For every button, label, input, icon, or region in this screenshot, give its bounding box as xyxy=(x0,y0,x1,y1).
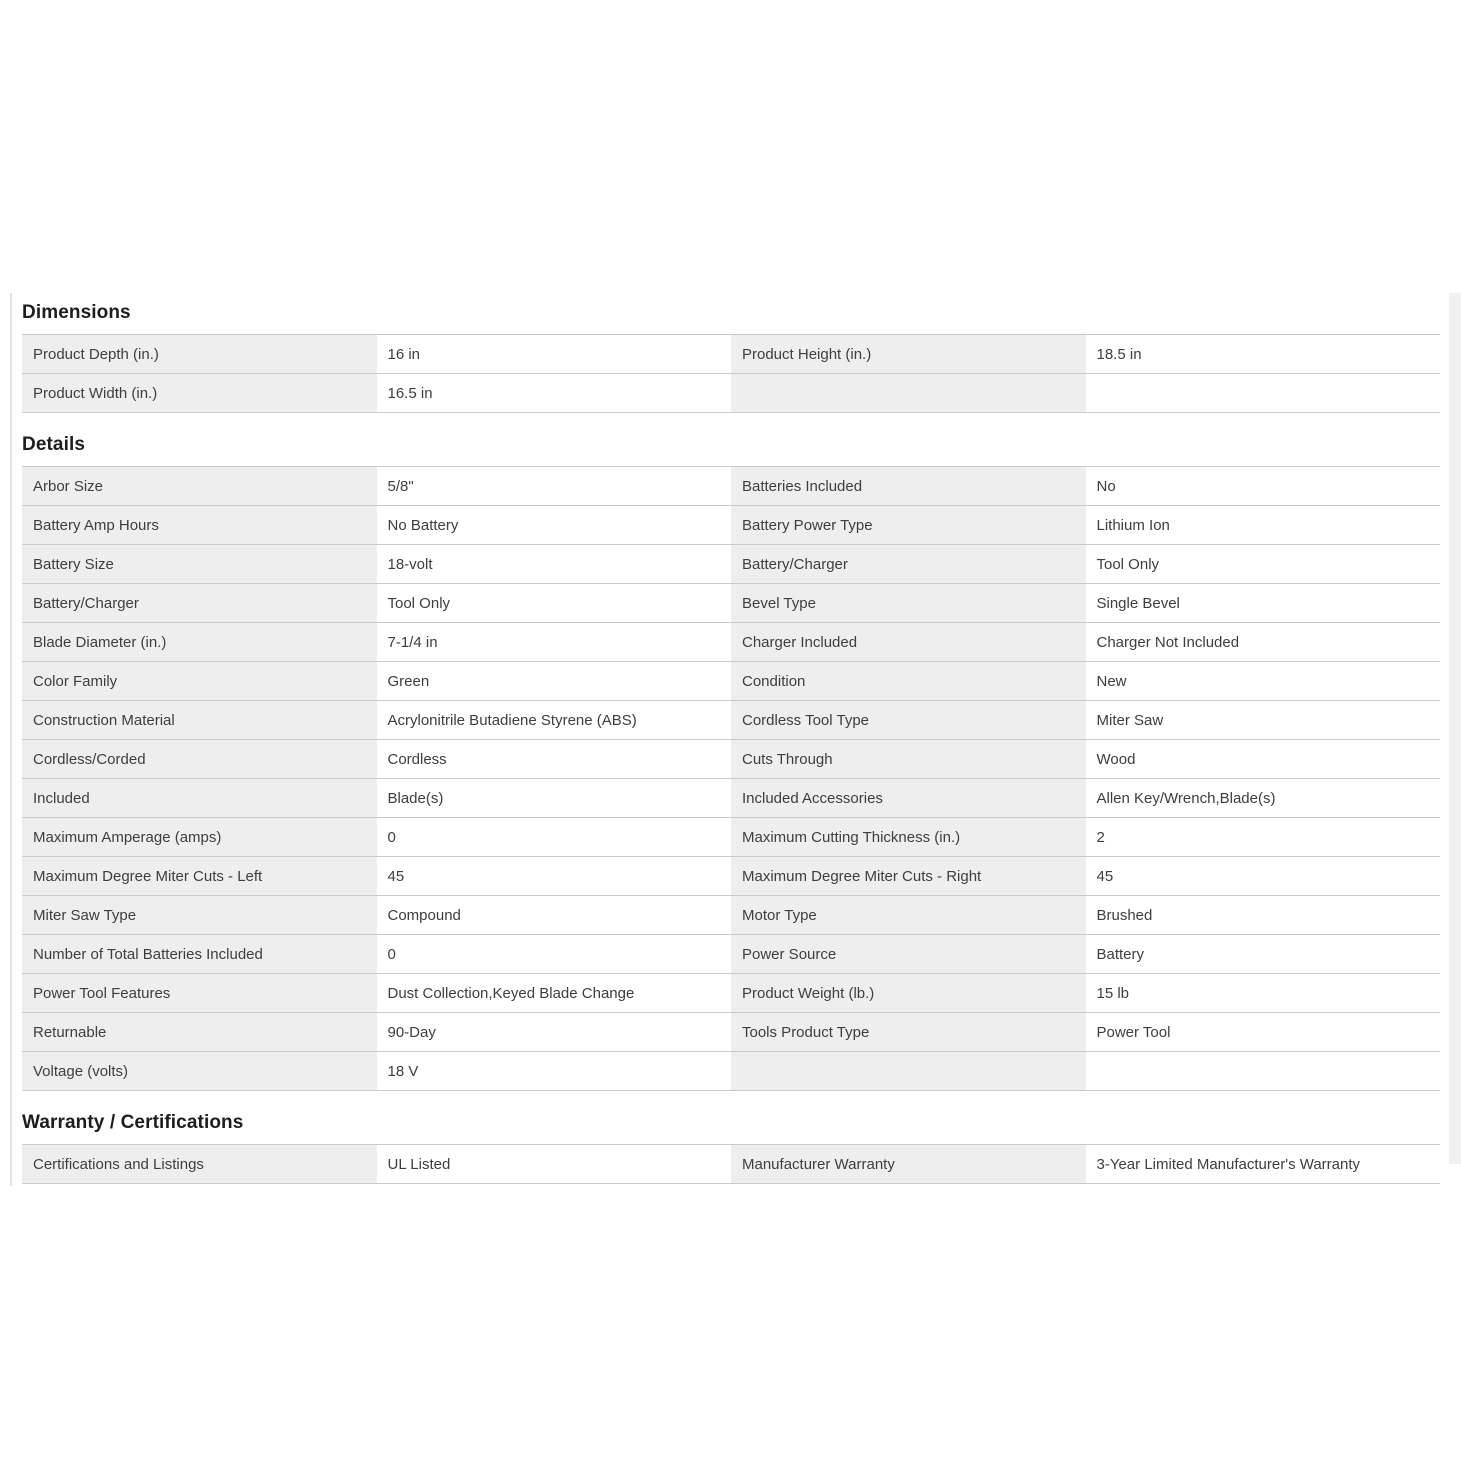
spec-label-cell: Cuts Through xyxy=(731,740,1086,778)
spec-value-cell: 3-Year Limited Manufacturer's Warranty xyxy=(1086,1145,1441,1183)
section-warranty-certifications xyxy=(22,1112,1440,1184)
spec-label-cell: Construction Material xyxy=(22,701,377,739)
spec-value-cell: New xyxy=(1086,662,1441,700)
spec-value-cell: No xyxy=(1086,467,1441,505)
spec-label-cell: Condition xyxy=(731,662,1086,700)
spec-row xyxy=(22,467,1440,506)
spec-value-cell: 18.5 in xyxy=(1086,335,1441,373)
spec-value-cell: Compound xyxy=(377,896,732,934)
section-dimensions xyxy=(22,302,1440,413)
spec-label-cell: Battery/Charger xyxy=(22,584,377,622)
spec-label-cell: Arbor Size xyxy=(22,467,377,505)
spec-value-cell: 16.5 in xyxy=(377,374,732,412)
spec-row xyxy=(22,740,1440,779)
spec-value-cell: Wood xyxy=(1086,740,1441,778)
spec-value-cell: UL Listed xyxy=(377,1145,732,1183)
spec-value-cell: Acrylonitrile Butadiene Styrene (ABS) xyxy=(377,701,732,739)
spec-row xyxy=(22,857,1440,896)
spec-value-cell: 0 xyxy=(377,818,732,856)
spec-table-dimensions xyxy=(22,334,1440,413)
spec-label-cell: Battery Amp Hours xyxy=(22,506,377,544)
spec-row xyxy=(22,545,1440,584)
section-details xyxy=(22,434,1440,1091)
spec-row xyxy=(22,1052,1440,1091)
spec-value-cell: Allen Key/Wrench,Blade(s) xyxy=(1086,779,1441,817)
spec-label-cell: Product Weight (lb.) xyxy=(731,974,1086,1012)
spec-value-cell: Single Bevel xyxy=(1086,584,1441,622)
spec-label-cell: Blade Diameter (in.) xyxy=(22,623,377,661)
section-title-details: Details xyxy=(22,434,86,455)
spec-row xyxy=(22,818,1440,857)
spec-label-cell: Charger Included xyxy=(731,623,1086,661)
spec-value-cell: 90-Day xyxy=(377,1013,732,1051)
spec-label-cell: Cordless Tool Type xyxy=(731,701,1086,739)
spec-value-cell: 16 in xyxy=(377,335,732,373)
spec-label-cell: Maximum Cutting Thickness (in.) xyxy=(731,818,1086,856)
spec-label-cell: Certifications and Listings xyxy=(22,1145,377,1183)
spec-value-cell: 5/8" xyxy=(377,467,732,505)
spec-value-cell: 18 V xyxy=(377,1052,732,1090)
spec-row xyxy=(22,584,1440,623)
section-title-warranty-certifications: Warranty / Certifications xyxy=(22,1112,244,1133)
spec-label-cell: Manufacturer Warranty xyxy=(731,1145,1086,1183)
spec-value-cell: No Battery xyxy=(377,506,732,544)
spec-value-cell: Lithium Ion xyxy=(1086,506,1441,544)
spec-label-cell: Cordless/Corded xyxy=(22,740,377,778)
spec-row xyxy=(22,374,1440,413)
spec-row xyxy=(22,779,1440,818)
spec-table-warranty-certifications xyxy=(22,1144,1440,1184)
spec-value-cell: 7-1/4 in xyxy=(377,623,732,661)
section-title-dimensions: Dimensions xyxy=(22,302,131,323)
spec-row xyxy=(22,1145,1440,1184)
spec-label-cell: Product Height (in.) xyxy=(731,335,1086,373)
spec-label-cell xyxy=(731,374,1086,412)
spec-label-cell: Voltage (volts) xyxy=(22,1052,377,1090)
spec-label-cell: Included Accessories xyxy=(731,779,1086,817)
spec-value-cell: 45 xyxy=(377,857,732,895)
spec-row xyxy=(22,335,1440,374)
spec-label-cell: Color Family xyxy=(22,662,377,700)
spec-label-cell: Tools Product Type xyxy=(731,1013,1086,1051)
spec-value-cell: Tool Only xyxy=(377,584,732,622)
spec-label-cell: Motor Type xyxy=(731,896,1086,934)
spec-value-cell: Charger Not Included xyxy=(1086,623,1441,661)
spec-label-cell: Battery Size xyxy=(22,545,377,583)
spec-value-cell: 18-volt xyxy=(377,545,732,583)
spec-value-cell: Tool Only xyxy=(1086,545,1441,583)
specifications-sections xyxy=(22,302,1449,1184)
spec-label-cell: Battery/Charger xyxy=(731,545,1086,583)
spec-value-cell: 0 xyxy=(377,935,732,973)
spec-label-cell: Maximum Amperage (amps) xyxy=(22,818,377,856)
product-specifications-card xyxy=(10,293,1449,1186)
spec-label-cell: Battery Power Type xyxy=(731,506,1086,544)
spec-label-cell: Included xyxy=(22,779,377,817)
spec-value-cell: Miter Saw xyxy=(1086,701,1441,739)
spec-label-cell: Power Tool Features xyxy=(22,974,377,1012)
spec-value-cell: Dust Collection,Keyed Blade Change xyxy=(377,974,732,1012)
spec-label-cell: Miter Saw Type xyxy=(22,896,377,934)
spec-row xyxy=(22,701,1440,740)
spec-value-cell: 2 xyxy=(1086,818,1441,856)
spec-label-cell: Power Source xyxy=(731,935,1086,973)
spec-value-cell: Blade(s) xyxy=(377,779,732,817)
spec-row xyxy=(22,1013,1440,1052)
spec-row xyxy=(22,662,1440,701)
spec-value-cell: Brushed xyxy=(1086,896,1441,934)
spec-value-cell: Green xyxy=(377,662,732,700)
spec-label-cell: Bevel Type xyxy=(731,584,1086,622)
spec-row xyxy=(22,506,1440,545)
page-right-background-band xyxy=(1449,293,1461,1164)
spec-label-cell xyxy=(731,1052,1086,1090)
spec-value-cell: Cordless xyxy=(377,740,732,778)
spec-row xyxy=(22,974,1440,1013)
spec-label-cell: Number of Total Batteries Included xyxy=(22,935,377,973)
spec-label-cell: Returnable xyxy=(22,1013,377,1051)
spec-label-cell: Maximum Degree Miter Cuts - Right xyxy=(731,857,1086,895)
spec-label-cell: Batteries Included xyxy=(731,467,1086,505)
spec-row xyxy=(22,623,1440,662)
spec-row xyxy=(22,935,1440,974)
spec-label-cell: Maximum Degree Miter Cuts - Left xyxy=(22,857,377,895)
spec-value-cell: 15 lb xyxy=(1086,974,1441,1012)
spec-table-details xyxy=(22,466,1440,1091)
spec-label-cell: Product Depth (in.) xyxy=(22,335,377,373)
spec-value-cell xyxy=(1086,374,1441,412)
spec-label-cell: Product Width (in.) xyxy=(22,374,377,412)
spec-row xyxy=(22,896,1440,935)
spec-value-cell: 45 xyxy=(1086,857,1441,895)
spec-value-cell: Battery xyxy=(1086,935,1441,973)
spec-value-cell xyxy=(1086,1052,1441,1090)
spec-value-cell: Power Tool xyxy=(1086,1013,1441,1051)
